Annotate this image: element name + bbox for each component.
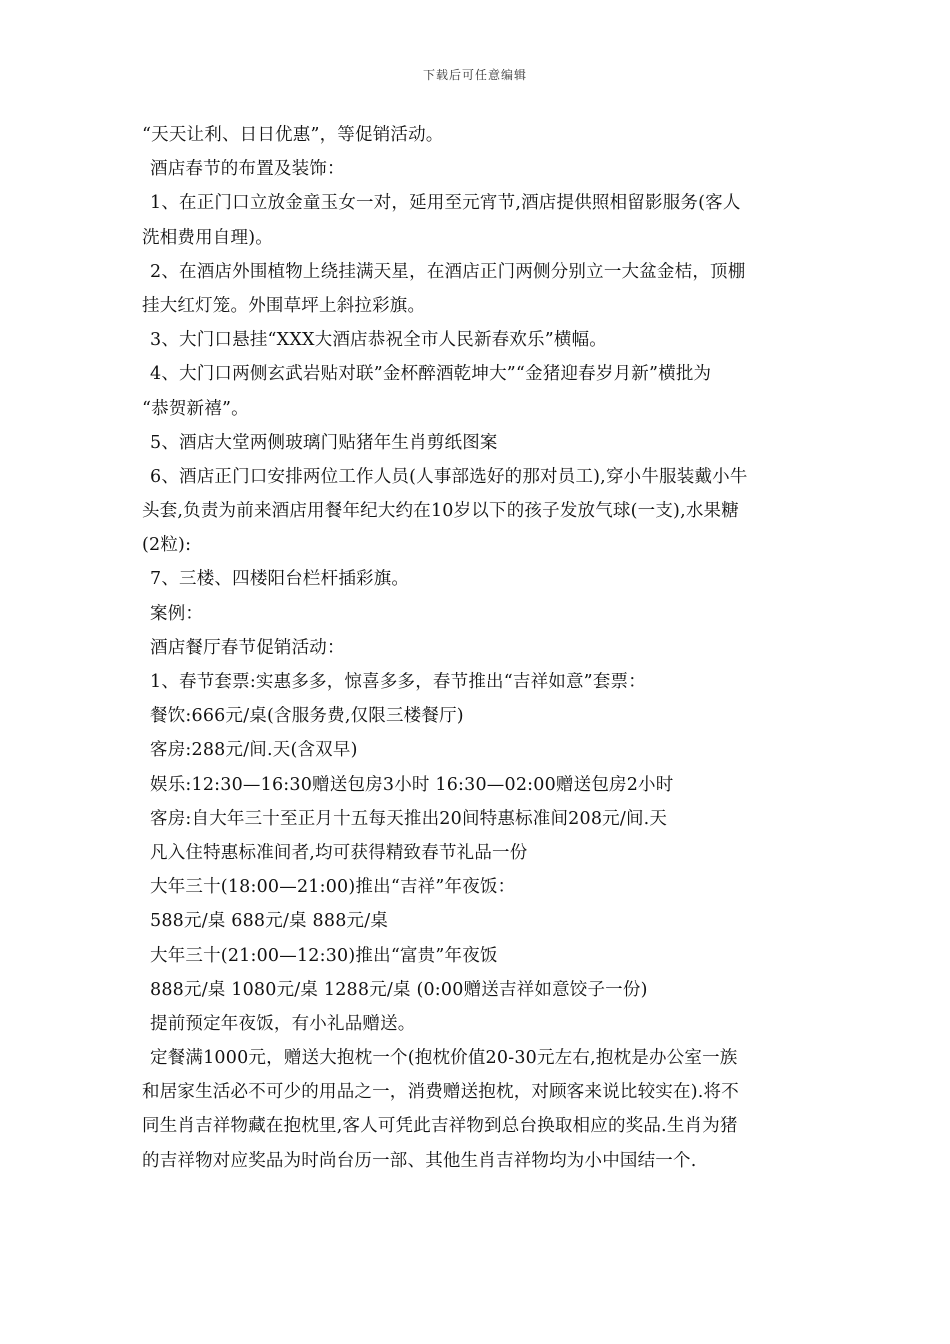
text-line: 同生肖吉祥物藏在抱枕里,客人可凭此吉祥物到总台换取相应的奖品.生肖为猪 [142,1116,738,1137]
text-line: 餐饮:666元/桌(含服务费,仅限三楼餐厅) [150,706,464,727]
text-line: 大年三十(21:00—12:30)推出“富贵”年夜饭 [150,945,498,966]
text-line: 酒店春节的布置及装饰： [150,159,345,180]
text-line: 3、大门口悬挂“XXX大酒店恭祝全市人民新春欢乐”横幅。 [150,330,608,351]
text-line: 6、酒店正门口安排两位工作人员(人事部选好的那对员工),穿小牛服装戴小牛 [150,466,748,487]
text-line: 588元/桌 688元/桌 888元/桌 [150,911,389,932]
page-header-note: 下载后可任意编辑 [422,68,527,82]
text-line: 888元/桌 1080元/桌 1288元/桌 (0:00赠送吉祥如意饺子一份) [150,979,648,1000]
text-line: 挂大红灯笼。外围草坪上斜拉彩旗。 [142,295,426,316]
text-line: 1、在正门口立放金童玉女一对，延用至元宵节,酒店提供照相留影服务(客人 [150,193,741,214]
text-line: 4、大门口两侧玄武岩贴对联”金杯醉酒乾坤大”“金猪迎春岁月新”横批为 [150,364,712,385]
text-line: 酒店餐厅春节促销活动： [150,637,345,658]
text-line: (2粒): [142,535,192,556]
text-line: 洗相费用自理)。 [142,227,273,248]
text-line: “天天让利、日日优惠”，等促销活动。 [142,125,444,145]
text-line: 5、酒店大堂两侧玻璃门贴猪年生肖剪纸图案 [150,432,498,453]
text-line: 和居家生活必不可少的用品之一，消费赠送抱枕，对顾客来说比较实在).将不 [142,1082,739,1103]
text-line: “恭贺新禧”。 [142,398,249,419]
text-line: 1、春节套票:实惠多多，惊喜多多，春节推出“吉祥如意”套票： [150,672,646,692]
text-line: 娱乐:12:30—16:30赠送包房3小时 16:30—02:00赠送包房2小时 [150,774,674,795]
text-line: 2、在酒店外围植物上绕挂满天星，在酒店正门两侧分别立一大盆金桔，顶棚 [150,261,746,282]
text-line: 头套,负责为前来酒店用餐年纪大约在10岁以下的孩子发放气球(一支),水果糖 [142,501,739,522]
text-line: 大年三十(18:00—21:00)推出“吉祥”年夜饭： [150,877,516,898]
text-line: 案例： [150,603,204,624]
text-line: 凡入住特惠标准间者,均可获得精致春节礼品一份 [150,842,528,863]
document-body [142,118,822,1178]
text-line: 客房:288元/间.天(含双早) [150,740,358,761]
text-line: 定餐满1000元，赠送大抱枕一个(抱枕价值20-30元左右,抱枕是办公室一族 [150,1048,738,1069]
text-line: 提前预定年夜饭，有小礼品赠送。 [150,1013,416,1034]
text-line: 的吉祥物对应奖品为时尚台历一部、其他生肖吉祥物均为小中国结一个. [142,1150,697,1171]
text-line: 客房:自大年三十至正月十五每天推出20间特惠标准间208元/间.天 [150,808,668,829]
text-line: 7、三楼、四楼阳台栏杆插彩旗。 [150,569,410,590]
